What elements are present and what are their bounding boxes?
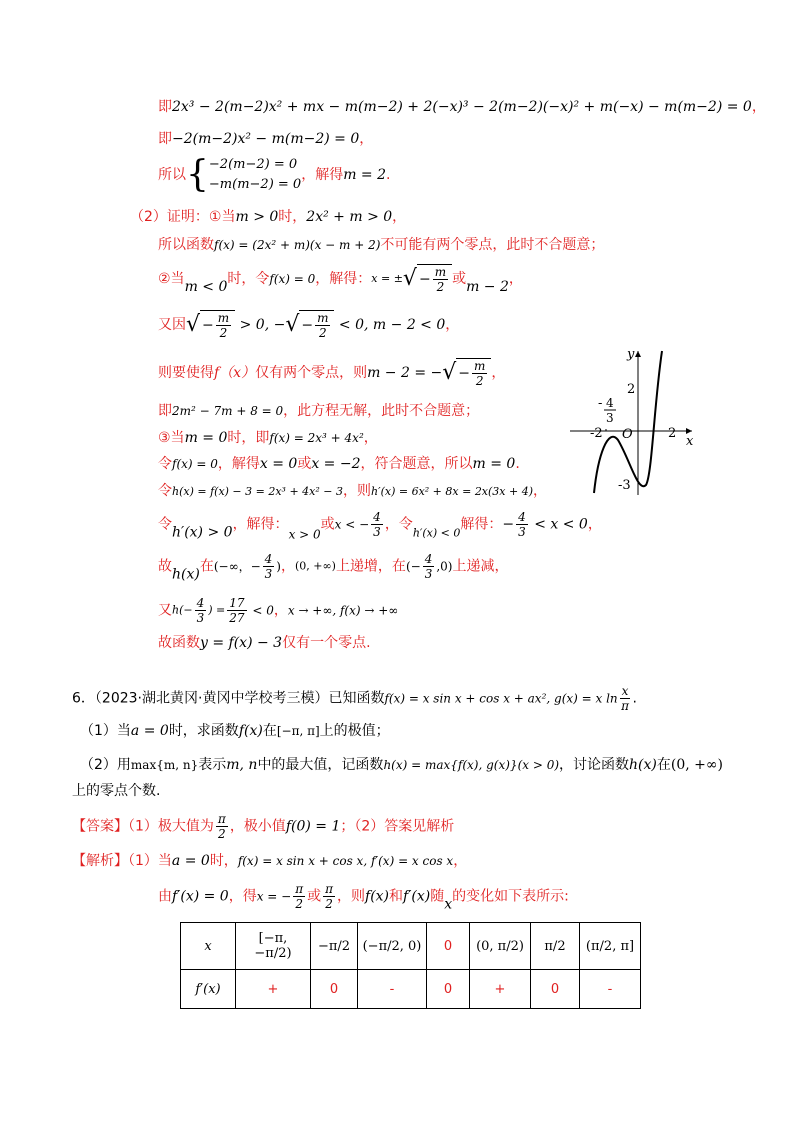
text: ， [280,558,295,575]
denominator: 2 [325,897,333,911]
text: ，符合题意，所以 [360,456,473,472]
table-cell: - [358,970,427,1009]
math: m > 0 [235,209,279,225]
math: f(x) = x sin x + cos x + ax², g(x) = x ln [384,691,618,706]
fraction [323,882,335,911]
text: ， [508,271,523,287]
math: f′(x) [403,888,431,905]
table-cell: 0 [531,970,580,1009]
text: （1）极大值为 [128,818,214,835]
eq-line-1 [158,96,766,118]
table-cell: + [236,970,311,1009]
tick-label: 2 [627,382,636,397]
proof-line-11 [158,552,508,592]
proof-line-5 [158,358,505,398]
math: m − 2 = − [367,365,443,381]
text: 即 [158,131,172,147]
numerator: m [217,311,230,325]
text: 时，令 [227,271,270,287]
math: (0, +∞) [670,757,723,773]
math: h(x) [629,757,657,773]
equation-system [209,155,301,195]
tick-label: - [598,396,603,411]
text: 仅有一个零点. [282,635,371,651]
text: ；（2）答案见解析 [340,818,455,835]
text: 在 [262,723,277,739]
math: (0, +∞) [294,559,336,573]
text: ， [453,853,468,869]
numerator: π [325,882,334,896]
numerator: π [295,882,304,896]
y-axis-arrow-icon [635,351,641,357]
text: 所以函数 [158,237,214,253]
eq-line-3 [158,155,390,199]
function-graph [570,345,700,495]
text: ，得 [228,888,257,905]
math: < 0, m − 2 < 0 [334,317,446,333]
text: 在 [656,757,671,773]
fraction [263,552,275,581]
sqrt: √ − $\frac{m}{2}$ [285,310,334,340]
problem-6-q2-cont [72,780,160,802]
text: ，解得： [315,271,372,287]
text: ，令 [384,516,413,533]
table-cell: (π/2, π] [580,923,641,970]
fraction [293,882,305,911]
text: ，解得 [217,456,260,472]
math: x < − [334,517,370,532]
sqrt: √ − $\frac{m}{2}$ [186,310,235,340]
text: 或 [320,516,335,533]
math: −2(m−2) = 0 [208,157,298,172]
math: f(x) = x sin x + cos x, f′(x) = x cos x [237,854,454,868]
math: m, n [226,757,258,773]
table-cell: (−π/2, 0) [358,923,427,970]
text: ， [392,209,407,225]
text: ②当 [158,271,185,287]
denominator: 2 [436,280,445,294]
fraction [195,596,207,625]
text: ， [587,516,602,533]
text: 时，求函数 [168,723,239,739]
text: 时， [278,209,307,225]
text: 即 [158,99,172,115]
proof-line-6 [158,400,479,422]
math: m = 0 [184,430,228,446]
math: 2m² − 7m + 8 = 0 [172,404,284,418]
text: 故 [158,558,172,575]
fraction [371,510,383,539]
text: 上的零点个数. [72,783,161,799]
problem-6-q2 [80,754,723,776]
text: 令 [158,456,172,472]
math: (−∞，− [213,559,261,574]
tick-label: 2 [668,426,677,441]
math: a = 0 [171,853,210,869]
math: m < 0 [184,279,228,295]
proof-line-13 [158,632,371,654]
math: f(0) = 1 [285,818,341,835]
tick-label: 4 [606,396,614,410]
table-cell: 0 [427,923,470,970]
text: （1）当 [80,723,131,739]
table-cell: - [580,970,641,1009]
text: ，此方程无解，此时不合题意； [283,403,480,419]
text: ，解得 [301,167,344,183]
text: ， [363,430,378,446]
proof-line-4 [158,310,459,350]
denominator: 3 [373,525,381,539]
tick-label: -3 [618,478,631,493]
table-cell: [−π, −π/2) [236,923,311,970]
sqrt: √ − $\frac{m}{2}$ [403,264,452,294]
text: 即 [158,403,172,419]
math: max{m, n} [130,758,199,772]
fraction [216,812,228,841]
math: h′(x) = 6x² + 8x = 2x(3x + 4) [371,485,534,498]
proof-line-2 [158,234,604,256]
math: a = 0 [130,723,169,739]
numerator: 4 [424,552,433,566]
brace-icon: { [186,154,209,195]
math: < 0 [248,603,274,618]
text: ，极小值 [229,818,286,835]
text: ， [491,365,506,381]
math: 2x³ − 2(m−2)x² + mx − m(m−2) + 2(−x)³ − 2(m−2)(−x)² + m(−x) − m(m−2) = 0 [172,99,752,115]
numerator: x [621,684,629,698]
math: x > 0 [288,527,321,542]
text: 或 [307,888,322,905]
math: < x < 0 [529,516,588,533]
text: 时， [209,853,238,869]
numerator: 4 [264,552,273,566]
text: 则要使得 [158,365,214,381]
math: h(x) = max{f(x), g(x)}(x > 0) [383,758,560,772]
text: 所以 [158,167,186,183]
table-cell: (0, π/2) [470,923,531,970]
text: 上递增，在 [335,558,406,575]
proof-line-1 [130,206,406,228]
proof-line-3 [158,264,523,304]
text: （2）用 [80,757,131,773]
variation-table [180,922,641,1009]
numerator: 4 [518,510,526,524]
math: x = −2 [311,456,361,472]
text: 中的最大值，记函数 [257,757,384,773]
text: 令 [158,516,172,533]
numerator: 4 [373,510,381,524]
math: −2(m−2)x² − m(m−2) = 0 [172,131,360,147]
denominator: 2 [318,326,327,340]
math: x = ± [371,272,403,285]
math: h(− [172,603,193,617]
math: ) = [208,603,226,617]
curve [594,351,662,493]
sqrt: √ − $\frac{m}{2}$ [442,358,491,388]
math: m = 0 [472,456,516,472]
text: 不可能有两个零点，此时不合题意； [380,237,605,253]
denominator: 2 [218,827,226,841]
text: 上递减， [452,558,509,575]
text: . [515,456,520,472]
denominator: 3 [264,567,273,581]
origin-label: O [622,427,633,442]
x-label: x [686,434,694,449]
answer-tag: 【答案】 [72,818,128,835]
denominator: 3 [424,567,433,581]
math: f(x) [365,888,390,905]
table-cell: π/2 [531,923,580,970]
math: (− [405,559,421,574]
text: 又 [158,602,172,619]
math: x → +∞, f(x) → +∞ [287,603,399,618]
text: （1）当 [128,853,172,869]
text: 令 [158,483,172,499]
numerator: 4 [196,596,205,610]
math: ,0) [436,559,453,574]
text: ，讨论函数 [559,757,630,773]
fraction [516,510,528,539]
text: . [632,690,637,707]
table-row [181,970,641,1009]
table-head-cell: f′(x) [181,970,236,1009]
numerator: π [217,812,226,826]
text: 又因 [158,317,186,333]
text: ， [273,602,288,619]
proof-line-9 [158,480,547,503]
math: x = − [256,889,292,904]
text: （2）证明：①当 [130,209,236,225]
numerator: m [474,359,486,373]
numerator: m [434,265,447,279]
math: − [502,516,515,533]
text: ， [359,131,374,147]
text: ③当 [158,430,185,446]
problem-number: 6． [72,690,95,707]
math: y = f(x) − 3 [200,635,283,651]
text: 解得： [460,516,503,533]
math: h(x) = f(x) − 3 = 2x³ + 4x² − 3 [172,485,343,498]
denominator: 27 [229,611,245,625]
text: ， [751,99,766,115]
math: x [444,896,453,913]
fraction [227,596,246,625]
problem-source: （2023·湖北黄冈·黄冈中学校考三模） [94,690,329,707]
text: . [386,167,391,183]
text: 和 [389,888,404,905]
math: f(x) = 2x³ + 4x² [269,431,364,445]
proof-line-8 [158,453,520,475]
denominator: 2 [295,897,303,911]
table-cell: 0 [311,970,358,1009]
fraction [423,552,435,581]
math: f(x) = 0 [172,457,218,471]
problem-6-stem [72,684,637,724]
text: ， [533,483,548,499]
text: 表示 [198,757,227,773]
text: 已知函数 [328,690,385,707]
numerator: m [317,311,329,325]
math: f′(x) = 0 [172,888,229,905]
tick-label: -2 [590,426,603,441]
proof-line-10 [158,510,602,550]
math: h(x) [172,566,200,583]
denominator: 3 [518,525,526,539]
denominator: 2 [475,374,484,388]
denominator: 2 [219,326,228,340]
math: [−π, π] [276,724,320,738]
text: ，解得： [232,516,289,533]
math: −m(m−2) = 0 [208,177,302,192]
math: f(x) = (2x² + m)(x − m + 2) [214,238,381,252]
text: 故函数 [158,635,200,651]
solution-line-2 [158,882,569,922]
text: 时，即 [227,430,270,446]
fraction [620,684,631,713]
denominator: π [621,699,629,713]
numerator: 17 [229,596,245,610]
text: 在 [199,558,214,575]
solution-line-1 [72,850,467,872]
math: 2x² + m > 0 [306,209,393,225]
text: 上的极值； [319,723,390,739]
math: ) [276,559,281,574]
text: 或 [297,456,312,472]
text: 或 [452,271,467,287]
y-label: y [627,347,635,362]
math: f(x) [238,723,263,739]
text: 的变化如下表所示: [452,888,569,905]
text: 仅有两个零点，则 [255,365,368,381]
denominator: 3 [196,611,205,625]
proof-line-7 [158,427,378,449]
text: ， [445,317,460,333]
math: m = 2 [343,167,387,183]
text: ，则 [343,483,371,499]
math: m − 2 [466,279,509,295]
math: h′(x) < 0 [412,526,461,540]
tick-label: 3 [606,411,614,425]
proof-line-12 [158,596,398,636]
table-row [181,923,641,970]
table-cell: −π/2 [311,923,358,970]
math: f(x) = 0 [269,272,316,286]
eq-line-2 [158,128,373,150]
problem-6-q1 [80,720,390,742]
solution-tag: 【解析】 [72,853,128,869]
table-cell: 0 [427,970,470,1009]
math: > 0, − [235,317,286,333]
answer-line [72,812,454,848]
table-cell: + [470,970,531,1009]
math: h′(x) > 0 [172,524,233,541]
text: 由 [158,888,172,905]
table-head-cell: x [181,923,236,970]
math: x = 0 [259,456,298,472]
text: ，则 [337,888,366,905]
math: f（x） [214,365,256,381]
text: 随 [430,888,445,905]
